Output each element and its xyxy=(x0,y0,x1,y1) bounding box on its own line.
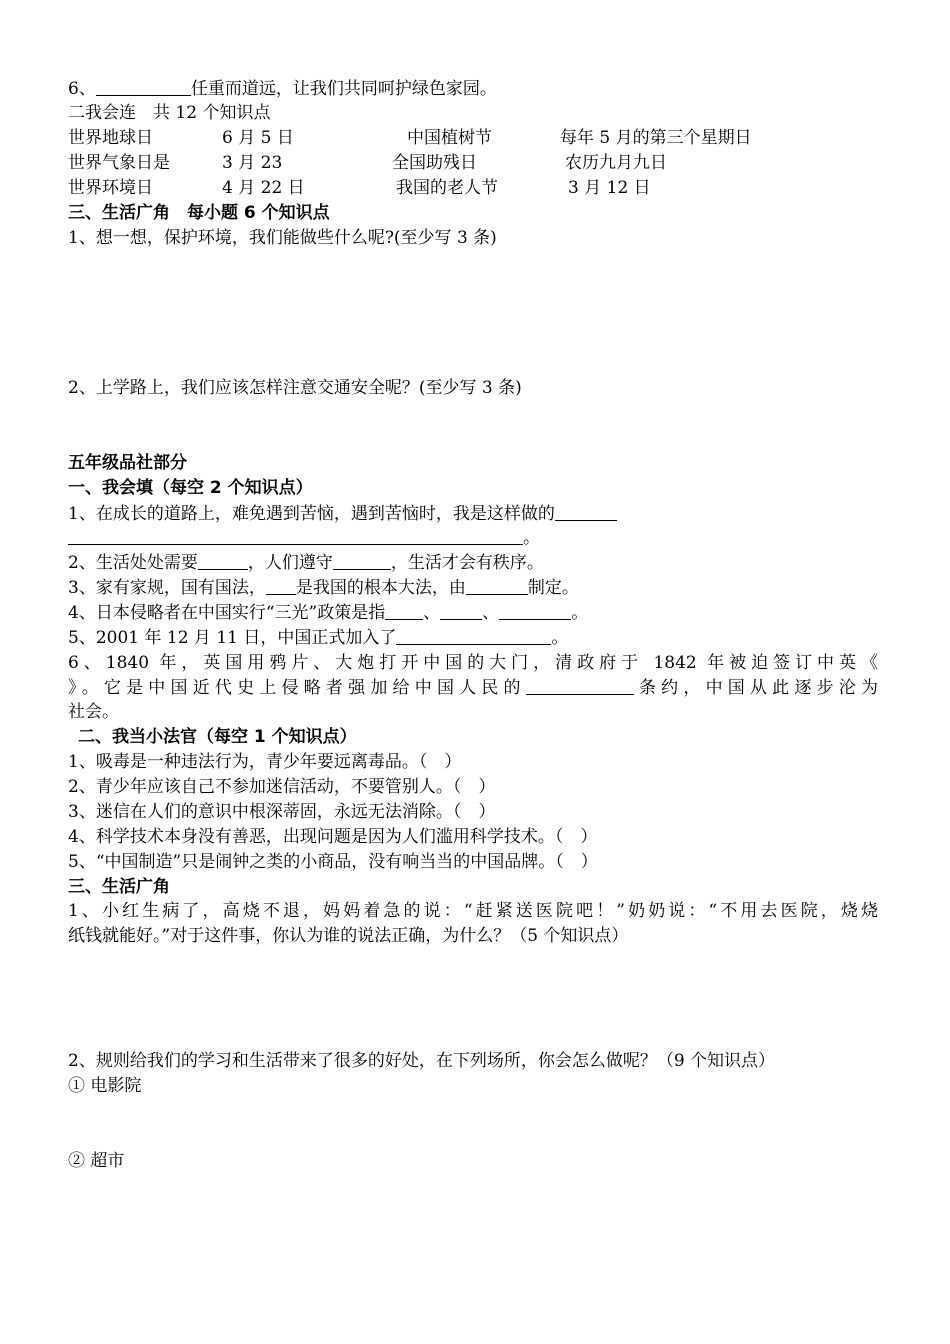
place-cinema: ① 电影院 xyxy=(68,1076,142,1096)
question-text: ，生活才会有秩序。 xyxy=(390,553,544,573)
question-text: 4、日本侵略者在中国实行“三光”政策是指 xyxy=(68,603,386,623)
answer-blank[interactable] xyxy=(396,626,551,645)
answer-blank[interactable] xyxy=(555,502,617,521)
match-col2-item: 4 月 22 日 xyxy=(222,178,305,198)
fill-question-6-line2 xyxy=(68,676,878,700)
judge-item: 5、“中国制造”只是闹钟之类的小商品，没有响当当的中国品牌。（ ） xyxy=(68,852,598,872)
match-col4-item: 3 月 12 日 xyxy=(568,178,651,198)
answer-blank[interactable] xyxy=(333,551,391,570)
answer-blank[interactable] xyxy=(499,601,571,620)
fill-question-1-cont xyxy=(68,526,540,550)
judge-item: 2、青少年应该自己不参加迷信活动，不要管别人。（ ） xyxy=(68,777,496,797)
question-text: 。 xyxy=(571,603,589,623)
question-text: 是我国的根本大法，由 xyxy=(295,578,466,598)
question-6-line xyxy=(68,77,497,101)
life-question-2: 2、上学路上，我们应该怎样注意交通安全呢？(至少写 3 条) xyxy=(68,378,522,398)
match-col2-item: 3 月 23 xyxy=(222,153,283,173)
answer-blank[interactable] xyxy=(198,551,248,570)
match-col4-item: 每年 5 月的第三个星期日 xyxy=(560,128,752,148)
question-text: 制定。 xyxy=(527,578,579,598)
life-question-1: 1、想一想，保护环境，我们能做些什么呢?(至少写 3 条) xyxy=(68,228,497,248)
question-text: 3、家有家规，国有国法， xyxy=(68,578,266,598)
judge-item: 3、迷信在人们的意识中根深蒂固，永远无法消除。（ ） xyxy=(68,802,496,822)
match-col3-item: 中国植树节 xyxy=(407,128,492,148)
question-text: 2、生活处处需要 xyxy=(68,553,198,573)
life-question-2: 2、规则给我们的学习和生活带来了很多的好处，在下列场所，你会怎么做呢？（9 个知识点） xyxy=(68,1051,776,1071)
answer-blank[interactable] xyxy=(466,576,528,595)
judge-item: 4、科学技术本身没有善恶，出现问题是因为人们滥用科学技术。（ ） xyxy=(68,827,598,847)
question-text: 。 xyxy=(523,528,540,548)
match-col3-item: 我国的老人节 xyxy=(396,178,498,198)
question-text: 5、2001 年 12 月 11 日，中国正式加入了 xyxy=(68,628,397,648)
match-col1-item: 世界地球日 xyxy=(68,128,153,148)
fill-question-6-line1: 6、1840 年，英国用鸦片、大炮打开中国的大门，清政府于 1842 年被迫签订中英《 xyxy=(68,653,878,673)
fill-question-3 xyxy=(68,576,579,600)
fill-question-4 xyxy=(68,601,588,625)
fill-question-6-line3: 社会。 xyxy=(68,702,119,722)
match-col1-item: 世界环境日 xyxy=(68,178,153,198)
match-heading: 二我会连 共 12 个知识点 xyxy=(68,103,271,123)
fill-heading: 一、我会填（每空 2 个知识点） xyxy=(68,478,313,498)
question-text: 1、在成长的道路上，难免遇到苦恼，遇到苦恼时，我是这样做的 xyxy=(68,504,555,524)
answer-blank[interactable] xyxy=(68,526,523,545)
fill-question-2 xyxy=(68,551,544,575)
life-heading: 三、生活广角 每小题 6 个知识点 xyxy=(68,203,330,223)
answer-blank[interactable] xyxy=(266,576,296,595)
question-number: 6、 xyxy=(68,79,96,99)
life-question-1-line1: 1、小红生病了，高烧不退，妈妈着急的说：“赶紧送医院吧！”奶奶说：“不用去医院，烧烧 xyxy=(68,901,878,921)
question-text: ，人们遵守 xyxy=(247,553,333,573)
separator: 、 xyxy=(482,603,500,623)
question-text: 任重而道远，让我们共同呵护绿色家园。 xyxy=(190,79,497,99)
answer-blank[interactable] xyxy=(440,601,482,620)
judge-item: 1、吸毒是一种违法行为，青少年要远离毒品。（ ） xyxy=(68,752,462,772)
question-text: 》。它是中国近代史上侵略者强加给中国人民的 xyxy=(68,678,526,698)
answer-blank[interactable] xyxy=(526,676,634,695)
grade5-title: 五年级品社部分 xyxy=(68,453,187,473)
question-text: 。 xyxy=(551,628,569,648)
answer-blank[interactable] xyxy=(96,77,191,96)
fill-question-1 xyxy=(68,502,617,526)
grade5-life-heading: 三、生活广角 xyxy=(68,877,170,897)
match-col1-item: 世界气象日是 xyxy=(68,153,170,173)
match-col2-item: 6 月 5 日 xyxy=(222,128,294,148)
match-col4-item: 农历九月九日 xyxy=(565,153,667,173)
match-col3-item: 全国助残日 xyxy=(392,153,477,173)
place-supermarket: ② 超市 xyxy=(68,1151,125,1171)
question-text: 条约，中国从此逐步沦为 xyxy=(633,678,878,698)
answer-blank[interactable] xyxy=(385,601,423,620)
life-question-1-line2: 纸钱就能好。”对于这件事，你认为谁的说法正确，为什么？（5 个知识点） xyxy=(68,926,629,946)
judge-heading: 二、我当小法官（每空 1 个知识点） xyxy=(78,727,357,747)
separator: 、 xyxy=(423,603,441,623)
fill-question-5 xyxy=(68,626,568,650)
